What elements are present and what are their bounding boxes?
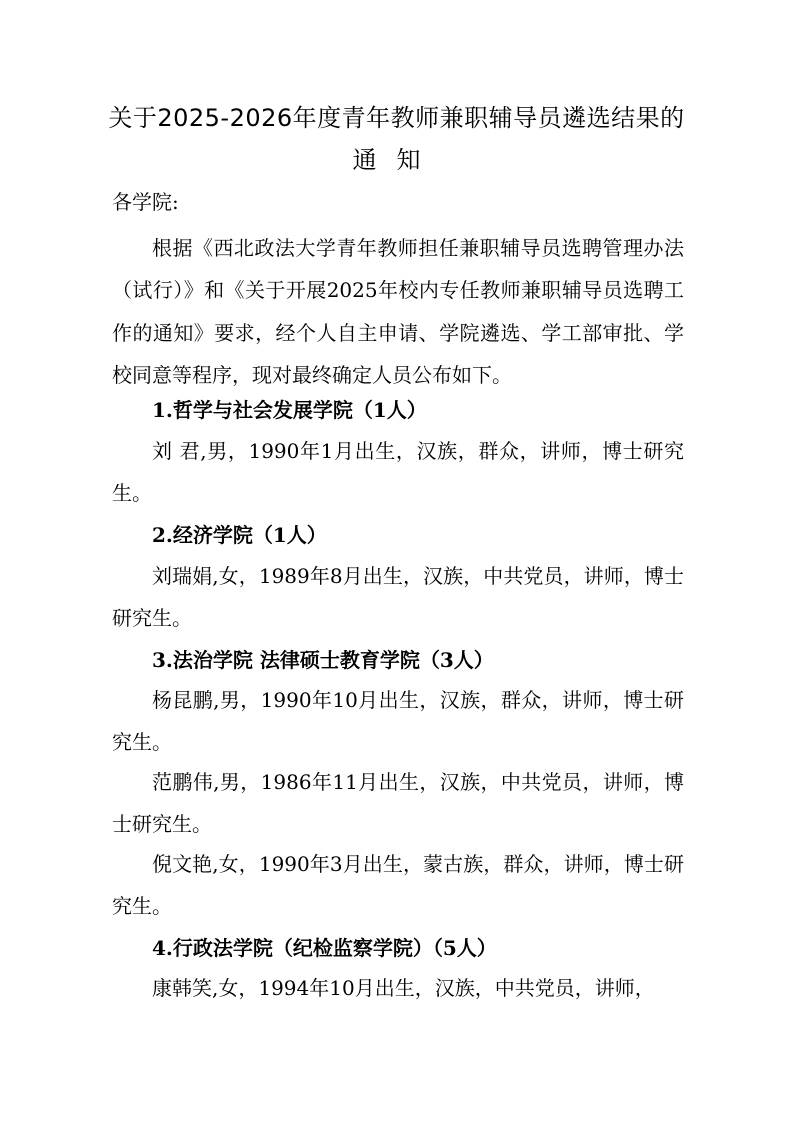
section-heading-administrative-law: 4.行政法学院（纪检监察学院）（5人） bbox=[152, 936, 497, 960]
person-entry: 倪文艳,女，1990年3月出生，蒙古族，群众，讲师，博士研究生。 bbox=[112, 852, 684, 919]
intro-paragraph: 根据《西北政法大学青年教师担任兼职辅导员选聘管理办法（试行）》和《关于开展2025年校内专任教师兼职辅导员选聘工作的通知》要求，经个人自主申请、学院遴选、学工部审批、学校同意等程序，现对最终确定人员公布如下。 bbox=[112, 236, 684, 387]
document-title-line2: 通知 bbox=[352, 146, 441, 174]
section-heading-rule-of-law: 3.法治学院 法律硕士教育学院（3人） bbox=[152, 648, 494, 672]
section-heading-philosophy: 1.哲学与社会发展学院（1人） bbox=[152, 398, 427, 422]
person-entry: 刘瑞娟,女，1989年8月出生，汉族，中共党员，讲师，博士研究生。 bbox=[112, 564, 684, 631]
person-entry: 康韩笑,女，1994年10月出生，汉族，中共党员，讲师， bbox=[152, 976, 655, 1000]
person-entry: 刘 君,男，1990年1月出生，汉族，群众，讲师，博士研究生。 bbox=[112, 439, 684, 506]
section-heading-economics: 2.经济学院（1人） bbox=[152, 523, 327, 547]
person-entry: 杨昆鹏,男，1990年10月出生，汉族，群众，讲师，博士研究生。 bbox=[112, 688, 684, 755]
salutation: 各学院: bbox=[112, 190, 179, 214]
person-entry: 范鹏伟,男，1986年11月出生，汉族，中共党员，讲师，博士研究生。 bbox=[112, 770, 684, 837]
document-title-line1: 关于2025-2026年度青年教师兼职辅导员遴选结果的 bbox=[108, 104, 685, 132]
